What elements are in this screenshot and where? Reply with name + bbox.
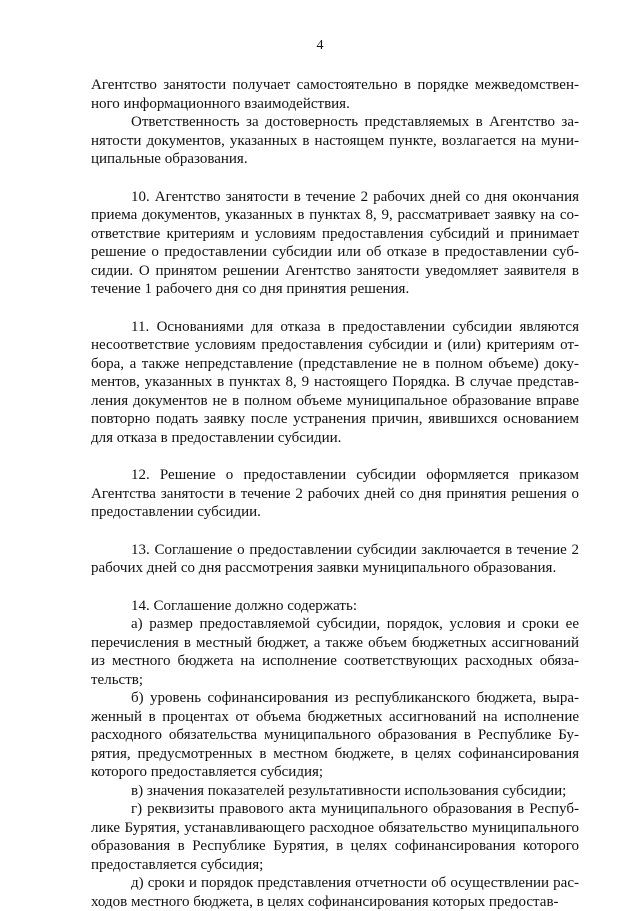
list-item-g: г) реквизиты правового акта муниципального образования в Республике Бурятия, устанавливающего расходное обязательство муниципального образования в Республике Бурятия, в целях софинансирования которого предоставляется субсидия; [91, 801, 579, 873]
paragraph-continuation: Агентство занятости получает самостоятельно в порядке межведомственного информационного взаимодействия. [91, 77, 579, 112]
list-item-a: а) размер предоставляемой субсидии, порядок, условия и сроки ее перечисления в местный бюджет, а также объем бюджетных ассигнований из местного бюджета на исполнение соответствующих расходных обязательств; [91, 616, 579, 688]
paragraph-10: 10. Агентство занятости в течение 2 рабочих дней со дня окончания приема документов, указанных в пунктах 8, 9, рассматривает заявку на соответствие критериям и условиям предоставления субсидий и принимает решение о предоставлении субсидии или об отказе в предоставлении субсидии. О принятом решении Агентство занятости уведомляет заявителя в течение 1 рабочего дня со дня принятия решения. [91, 188, 579, 297]
page-number: 4 [316, 38, 324, 53]
document-body [91, 76, 579, 911]
list-item-b: б) уровень софинансирования из республиканского бюджета, выраженный в процентах от объема бюджетных ассигнований на исполнение расходного обязательства муниципального образования в Республике Бурятия, предусмотренных в местном бюджете, в целях софинансирования которого предоставляется субсидия; [91, 690, 579, 780]
paragraph-12: 12. Решение о предоставлении субсидии оформляется приказом Агентства занятости в течение 2 рабочих дней со дня принятия решения о предоставлении субсидии. [91, 467, 579, 520]
paragraph-14: 14. Соглашение должно содержать: [131, 597, 357, 614]
list-item-v: в) значения показателей результативности использования субсидии; [131, 782, 567, 799]
paragraph-responsibility: Ответственность за достоверность представляемых в Агентство занятости документов, указанных в настоящем пункте, возлагается на муниципальные образования. [91, 114, 579, 167]
list-item-d: д) сроки и порядок представления отчетности об осуществлении расходов местного бюджета, в целях софинансирования которых предостав- [91, 875, 579, 910]
paragraph-13: 13. Соглашение о предоставлении субсидии заключается в течение 2 рабочих дней со дня рассмотрения заявки муниципального образования. [91, 541, 579, 576]
paragraph-11: 11. Основаниями для отказа в предоставлении субсидии являются несоответствие условиям предоставления субсидии и (или) критериям отбора, а также непредставление (представление не в полном объеме) документов, указанных в пунктах 8, 9 настоящего Порядка. В случае представления документов не в полном объеме муниципальное образование вправе повторно подать заявку после устранения причин, явившихся основанием для отказа в предоставлении субсидии. [91, 318, 579, 446]
